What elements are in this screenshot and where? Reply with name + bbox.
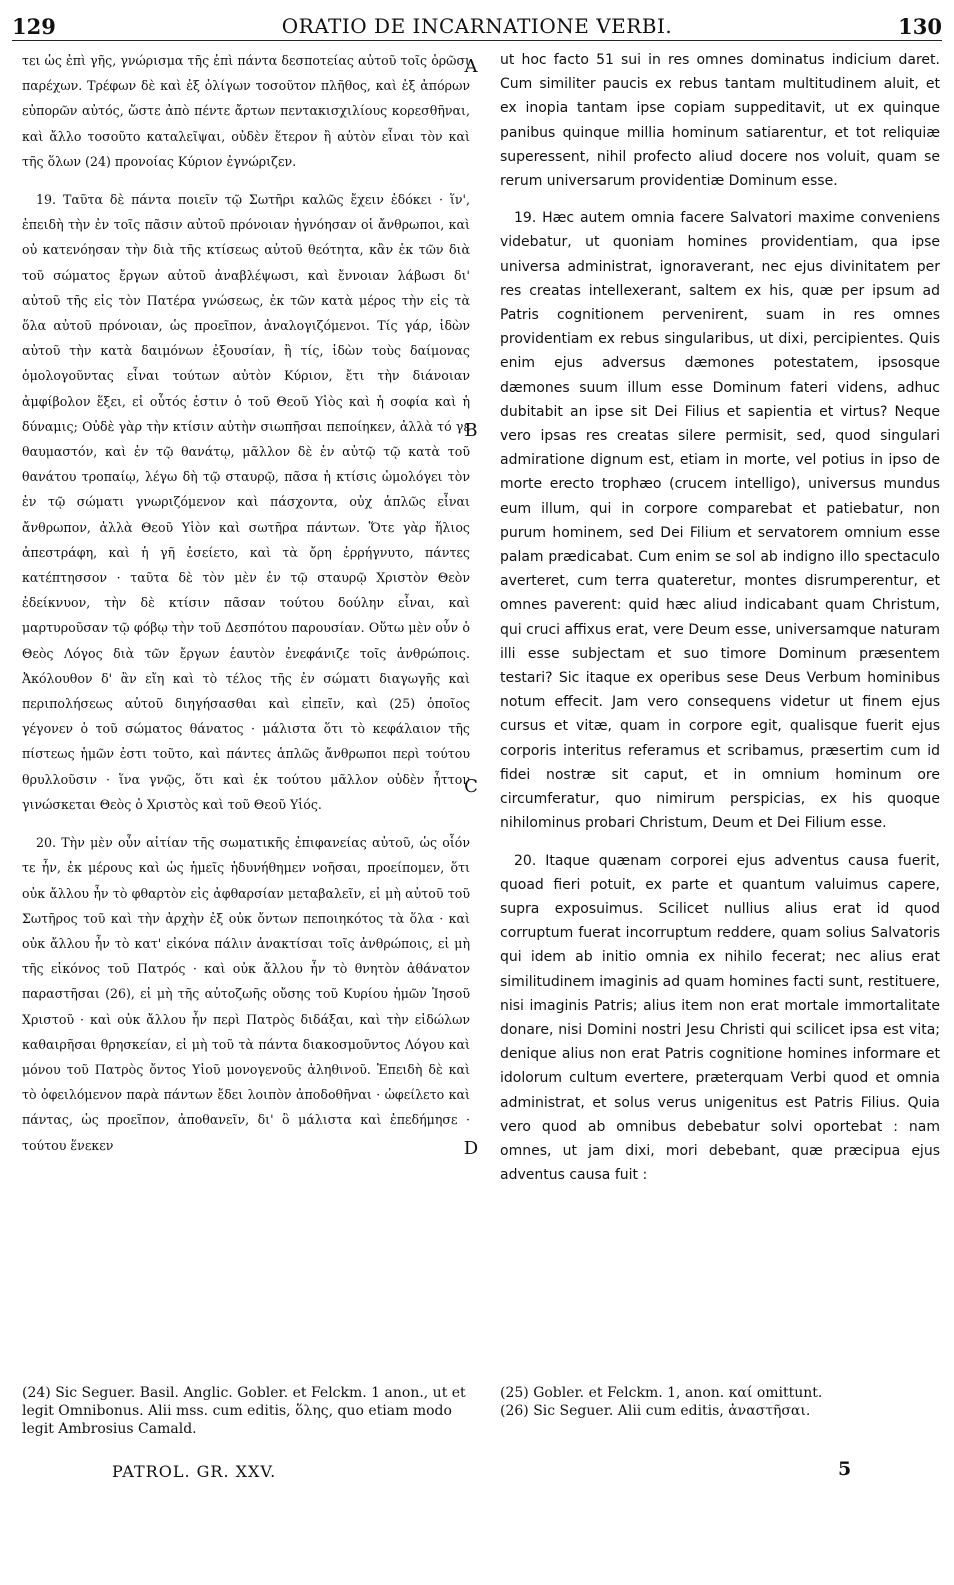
latin-paragraph-20: 20. Itaque quænam corporei ejus adventus causa fuerit, quoad fieri potuit, ex parte et quantum valuimus capere, supra exposuimus. Scilicet nullius alius erat id quod corruptum fuerat incorruptum reddere, quam solius Salvatoris qui idem ab initio omnia ex nihilo fecerat; nec alius erat similitudinem imaginis ad quam homines facti sunt, restituere, nisi imaginis Patris; alius item non erat mortale immortalitate donare, nisi Domini nostri Jesu Christi qui scilicet ipsa est vita; denique alius non erat Patris cognitione homines informare et idolorum cultum evertere, præterquam Verbi quod et omnia administrat, et solus verus unigenitus est Patris Filius. Quia vero quod ab omnibus debebatur solvi oportebat : nam omnes, ut jam dixi, mori debebant, quæ præcipua ejus adventus causa fuit : [500, 852, 940, 1184]
page-number-left: 129 [12, 14, 56, 39]
header-rule [12, 40, 942, 41]
greek-paragraph-19: 19. Ταῦτα δὲ πάντα ποιεῖν τῷ Σωτῆρι καλῶς ἔχειν ἐδόκει · ἵν', ἐπειδὴ τὴν ἐν τοῖς πᾶσιν αὐτοῦ πρόνοιαν ἠγνόησαν οἱ ἄνθρωποι, καὶ οὐ κατενόησαν τὴν διὰ τῆς κτίσεως αὐτοῦ θεότητα, κἂν ἐκ τῶν διὰ τοῦ σώματος ἔργων αὐτοῦ ἀναβλέψωσι, καὶ ἔννοιαν λάβωσι δι' αὐτοῦ τῆς εἰς τὸν Πατέρα γνώσεως, ἐκ τῶν κατὰ μέρος τὴν εἰς τὰ ὅλα αὐτοῦ πρόνοιαν, ὡς προεῖπον, ἀναλογιζόμενοι. Τίς γάρ, ἰδὼν αὐτοῦ τὴν κατὰ δαιμόνων ἐξουσίαν, ἢ τίς, ἰδὼν τοὺς δαίμονας ὁμολογοῦντας εἶναι τούτων αὐτὸν Κύριον, ἔτι τὴν διάνοιαν ἀμφίβολον ἕξει, εἰ οὗτός ἐστιν ὁ τοῦ Θεοῦ Υἱὸς καὶ ἡ σοφία καὶ ἡ δύναμις; Οὐδὲ γὰρ τὴν κτίσιν αὐτὴν σιωπῆσαι πεποίηκεν, ἀλλὰ τό γε θαυμαστόν, καὶ ἐν τῷ θανάτῳ, μᾶλλον δὲ ἐν αὐτῷ τῷ κατὰ τοῦ θανάτου τροπαίῳ, λέγω δὴ τῷ σταυρῷ, πᾶσα ἡ κτίσις ὡμολόγει τὸν ἐν τῷ σώματι γνωριζόμενον καὶ πάσχοντα, οὐχ ἁπλῶς εἶναι ἄνθρωπον, ἀλλὰ Θεοῦ Υἱὸν καὶ σωτῆρα πάντων. Ὅτε γὰρ ἥλιος ἀπεστράφη, καὶ ἡ γῆ ἐσείετο, καὶ τὰ ὄρη ἐρρήγνυτο, πάντες κατέπτησσον · ταῦτα δὲ τὸν μὲν ἐν τῷ σταυρῷ Χριστὸν Θεὸν ἐδείκνυον, τὴν δὲ κτίσιν πᾶσαν τούτου δούλην εἶναι, καὶ μαρτυροῦσαν τῷ φόβῳ τὴν τοῦ Δεσπότου παρουσίαν. Οὕτω μὲν οὖν ὁ Θεὸς Λόγος διὰ τῶν ἔργων ἑαυτὸν ἐνεφάνιζε τοῖς ἀνθρώποις. Ἀκόλουθον δ' ἂν εἴη καὶ τὸ τέλος τῆς ἐν σώματι διαγωγῆς καὶ περιπολήσεως αὐτοῦ διηγήσασθαι καὶ εἰπεῖν, καὶ (25) ὁποῖος γέγονεν ὁ τοῦ σώματος θάνατος · μάλιστα ὅτι τὸ κεφάλαιον τῆς πίστεως ἡμῶν ἐστι τοῦτο, καὶ πάντες ἁπλῶς ἄνθρωποι περὶ τούτου θρυλλοῦσιν · ἵνα γνῷς, ὅτι καὶ ἐκ τούτου μᾶλλον οὐδὲν ἧττον γινώσκεται Θεὸς ὁ Χριστὸς καὶ τοῦ Θεοῦ Υἱός. [22, 192, 470, 812]
latin-paragraph-19: 19. Hæc autem omnia facere Salvatori maxime conveniens videbatur, ut quoniam homines providentiam, qua ipse universa administrat, ignoraverant, nec ejus divinitatem per res creatas intellexerant, saltem ex his, quæ per ipsum ad Patris cognitionem pervenirent, suam in res omnes providentiam ex rebus singularibus, ut dixi, percipientes. Quis enim ejus adversus dæmones potestatem, ipsosque dæmones suum illum esse Dominum fateri videns, adhuc dubitabit an ipse sit Dei Filius et sapientia et virtus? Neque vero ipsas res creatas silere permisit, sed, quod singulari admiratione dignum est, etiam in morte, vel potius in ipso de morte erecto trophæo (crucem intelligo), universus mundus eum illum, qui in corpore comparebat et patiebatur, non purum hominem, sed Dei Filium et servatorem omnium esse palam prædicabat. Cum enim se sol ab indigno illo spectaculo averteret, cum terra quateretur, montes disrumperentur, et omnes paverent: quid hæc aliud indicabant quam Christum, qui cruci affixus erat, vere Deum esse, universamque naturam illi esse subjectam et suo timore Dominum præsentem testari? Sic itaque ex operibus sese Deus Verbum hominibus notum effecit. Jam vero consequens videtur ut finem ejus cursus et vitæ, quam in corpore egit, qualisque fuerit ejus corporis interitus referamus et scribamus, præsertim cum id fidei nostræ sit caput, et in omnium hominum ore circumferatur, quo nimirum perspicias, ex his quoque nihilominus probari Christum, Deum et Dei Filium esse. [500, 210, 940, 832]
footnote-25: (25) Gobler. et Felckm. 1, anon. καί omittunt. [500, 1385, 823, 1401]
footnotes-right [500, 1384, 940, 1420]
latin-column [500, 48, 940, 1187]
margin-letter-b: B [464, 420, 478, 441]
footnote-26: (26) Sic Seguer. Alii cum editis, ἀναστῆσαι. [500, 1403, 811, 1419]
page-number-right: 130 [898, 14, 942, 39]
footer-gathering-number: 5 [838, 1458, 852, 1480]
footer-signature: PATROL. GR. XXV. [112, 1462, 277, 1481]
margin-letter-c: C [464, 776, 478, 797]
greek-paragraph-intro: τει ὡς ἐπὶ γῆς, γνώρισμα τῆς ἐπὶ πάντα δεσποτείας αὐτοῦ τοῖς ὁρῶσι παρέχων. Τρέφων δὲ καὶ ἐξ ὀλίγων τοσοῦτον πλῆθος, καὶ ἐξ ἀπόρων εὐπορῶν αὐτός, ὥστε ἀπὸ πέντε ἄρτων πεντακισχιλίους κορεσθῆναι, καὶ ἄλλο τοσοῦτο καταλεῖψαι, οὐδὲν ἕτερον ἢ αὐτὸν εἶναι τὸν καὶ τῆς ὅλων (24) προνοίας Κύριον ἐγνώριζεν. [22, 53, 470, 169]
latin-paragraph-intro: ut hoc facto 51 sui in res omnes dominatus indicium daret. Cum similiter paucis ex rebus tantam multitudinem aluit, et ex inopia tantam ipse copiam suppeditavit, ut ex quinque panibus quinque millia hominum satiarentur, et tot reliquiæ superessent, nihil profecto aliud docere nos voluit, quam se rerum universarum providentiæ Dominum esse. [500, 52, 940, 190]
greek-column [22, 48, 470, 1158]
greek-paragraph-20: 20. Τὴν μὲν οὖν αἰτίαν τῆς σωματικῆς ἐπιφανείας αὐτοῦ, ὡς οἷόν τε ἦν, ἐκ μέρους καὶ ὡς ἡμεῖς ἠδυνήθημεν νοῆσαι, προείπομεν, ὅτι οὐκ ἄλλου ἦν τὸ φθαρτὸν εἰς ἀφθαρσίαν μεταβαλεῖν, εἰ μὴ αὐτοῦ τοῦ Σωτῆρος τοῦ καὶ τὴν ἀρχὴν ἐξ οὐκ ὄντων πεποιηκότος τὰ ὅλα · καὶ οὐκ ἄλλου ἦν τὸ κατ' εἰκόνα πάλιν ἀνακτίσαι τοῖς ἀνθρώποις, εἰ μὴ τῆς εἰκόνος τοῦ Πατρός · καὶ οὐκ ἄλλου ἦν τὸ θνητὸν ἀθάνατον παραστῆσαι (26), εἰ μὴ τῆς αὐτοζωῆς οὔσης τοῦ Κυρίου ἡμῶν Ἰησοῦ Χριστοῦ · καὶ οὐκ ἄλλου ἦν περὶ Πατρὸς διδάξαι, καὶ τὴν εἰδώλων καθαιρῆσαι θρησκείαν, εἰ μὴ τοῦ τὰ πάντα διακοσμοῦντος Λόγου καὶ μόνου τοῦ Πατρὸς ὄντος Υἱοῦ μονογενοῦς ἀληθινοῦ. Ἐπειδὴ δὲ καὶ τὸ ὀφειλόμενον παρὰ πάντων ἔδει λοιπὸν ἀποδοθῆναι · ὠφείλετο καὶ πάντας, ὡς προεῖπον, ἀποθανεῖν, δι' ὃ μάλιστα καὶ ἐπεδήμησε · τούτου ἕνεκεν [22, 835, 470, 1153]
margin-letter-a: A [464, 56, 478, 77]
running-title: ORATIO DE INCARNATIONE VERBI. [281, 14, 673, 38]
footnote-24: (24) Sic Seguer. Basil. Anglic. Gobler. et Felckm. 1 anon., ut et legit Omnibonus. Alii mss. cum editis, ὅλης, quo etiam modo legit Ambrosius Camald. [22, 1385, 466, 1437]
footnotes-left [22, 1384, 472, 1438]
page-header [12, 8, 942, 42]
margin-letter-d: D [463, 1138, 479, 1159]
